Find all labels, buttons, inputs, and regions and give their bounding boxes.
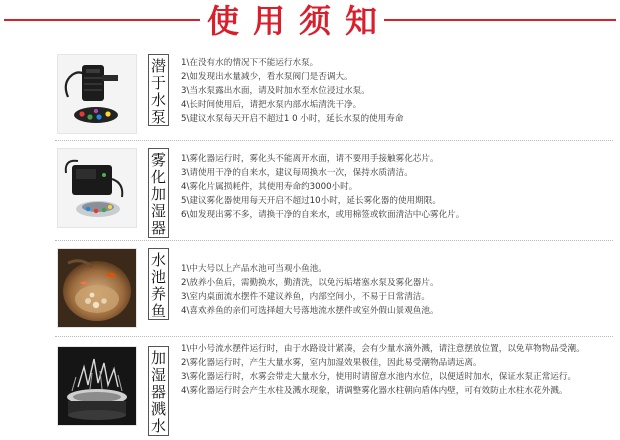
label-char: 鱼	[150, 302, 166, 320]
label-char: 加	[150, 349, 166, 367]
label-char: 潜	[150, 57, 166, 75]
label-char: 养	[150, 285, 166, 303]
list-item: 6\如发现出雾不多，请换干净的自来水，或用棉签或软面清洁中心雾化片。	[181, 210, 465, 220]
list-item: 2\如发现出水量减少，看水泵阀门是否调大。	[181, 72, 353, 82]
header-rule-right	[384, 19, 616, 21]
list-item: 5\建议雾化器使用每天开启不超过10小时，延长雾化器的使用期限。	[181, 196, 441, 206]
notice-list	[181, 56, 611, 126]
notice-list	[181, 262, 611, 318]
list-item: 3\雾化器运行时，水雾会带走大量水分，使用时请留意水池内水位，以便适时加水，保证水泵正常运行。	[181, 372, 577, 382]
list-item: 4\雾化片属损耗件，其使用寿命约3000小时。	[181, 182, 358, 192]
notice-list	[181, 342, 609, 398]
list-item: 3\室内桌面流水摆件不建议养鱼，内部空间小，不易于日常清洁。	[181, 292, 430, 302]
section-water-pump	[0, 48, 620, 138]
divider	[55, 336, 613, 337]
label-char: 池	[150, 268, 166, 286]
list-item: 4\雾化器运行时会产生水柱及溅水现象，请调整雾化器水柱朝向盾体内壁，可有效防止水柱水花外溅。	[181, 386, 568, 396]
list-item: 1\中大号以上产品水池可当观小鱼池。	[181, 264, 327, 274]
label-char: 化	[150, 168, 166, 186]
title-char: 使	[206, 2, 239, 40]
list-item: 3\当水泵露出水面，请及时加水至水位浸过水泵。	[181, 86, 370, 96]
list-item: 3\请使用干净的自来水，建议每周换水一次，保持水质清洁。	[181, 168, 413, 178]
section-label-fish-pond	[148, 248, 169, 320]
title-char: 用	[252, 2, 285, 40]
divider	[55, 240, 613, 241]
splash-image	[57, 346, 137, 426]
title-char: 须	[299, 2, 332, 40]
humidifier-image	[57, 148, 137, 228]
label-char: 于	[150, 74, 166, 92]
label-char: 雾	[150, 151, 166, 169]
list-item: 2\放养小鱼后，需勤换水，勤清洗，以免污垢堵塞水泵及雾化器片。	[181, 278, 439, 288]
label-char: 水	[150, 251, 166, 269]
label-char: 器	[150, 219, 166, 237]
header-rule-left	[4, 19, 200, 21]
label-char: 水	[150, 91, 166, 109]
section-label-humidifier	[148, 148, 169, 238]
label-char: 水	[150, 417, 166, 435]
section-label-humidifier-splash	[148, 346, 169, 436]
list-item: 5\建议水泵每天开启不超过1 0 小时，延长水泵的使用寿命	[181, 114, 404, 124]
label-char: 器	[150, 383, 166, 401]
section-humidifier	[0, 144, 620, 236]
list-item: 1\在没有水的情况下不能运行水泵。	[181, 58, 319, 68]
list-item: 1\雾化器运行时，雾化头不能离开水面，请不要用手接触雾化芯片。	[181, 154, 439, 164]
section-label-water-pump	[148, 54, 169, 126]
label-char: 泵	[150, 108, 166, 126]
title-char: 知	[345, 2, 378, 40]
list-item: 4\长时间使用后，请把水泵内部水垢清洗干净。	[181, 100, 362, 110]
notice-list	[181, 152, 611, 222]
list-item: 4\喜欢养鱼的亲们可选择超大号落地流水摆件或室外假山景观鱼池。	[181, 306, 439, 316]
water-pump-image	[57, 54, 137, 134]
section-fish-pond	[0, 244, 620, 334]
divider	[55, 140, 613, 141]
list-item: 2\雾化器运行时，产生大量水雾，室内加湿效果极佳，因此易受潮物品请远离。	[181, 358, 482, 368]
header	[0, 0, 620, 44]
label-char: 湿	[150, 366, 166, 384]
list-item: 1\中小号流水摆件运行时，由于水路设计紧凑，会有少量水滴外溅，请注意摆放位置，以免草物物品受潮。	[181, 344, 585, 354]
label-char: 加	[150, 185, 166, 203]
label-char: 溅	[150, 400, 166, 418]
label-char: 湿	[150, 202, 166, 220]
section-humidifier-splash	[0, 340, 620, 440]
fish-pond-image	[57, 248, 137, 328]
page-title	[200, 2, 384, 40]
